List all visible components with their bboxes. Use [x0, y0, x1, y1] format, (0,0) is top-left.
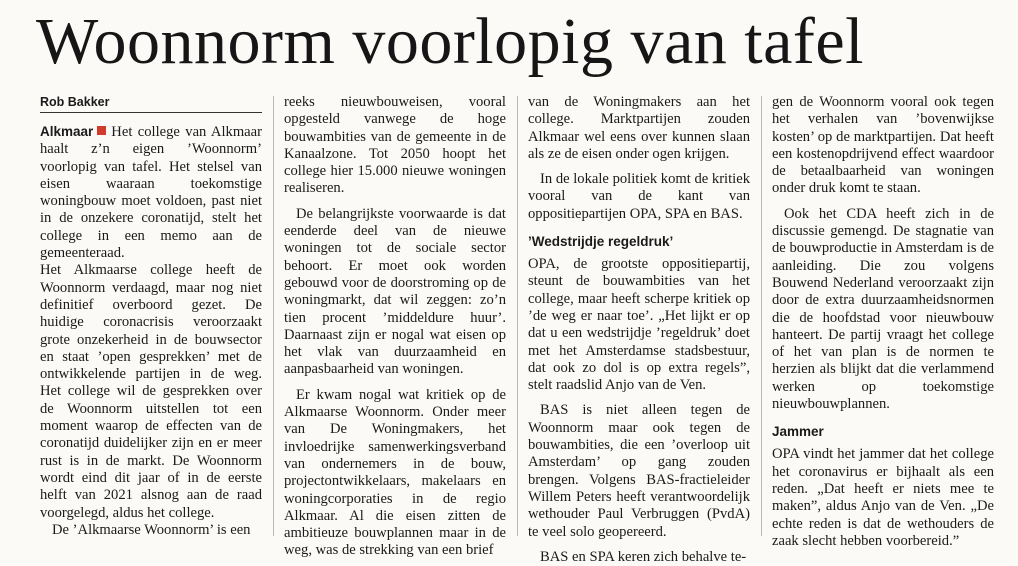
paragraph: BAS is niet alleen tegen de Woonnorm maar ook tegen de bouwambities, die een ’overloop uit Amsterdam’ op gang zouden brengen. Volgens BAS-fractieleider Willem Peters heeft verantwoordelijk wethouder Paul Verbruggen (PvdA) te veel solo geopereerd. — [528, 402, 750, 540]
dateline: Alkmaar — [40, 124, 94, 139]
paragraph: van de Woningmakers aan het college. Marktpartijen zouden Alkmaar wel eens over kunnen slaan als ze de eisen onder ogen krijgen. — [528, 94, 750, 162]
paragraph: De ’Alkmaarse Woonnorm’ is een — [52, 521, 251, 538]
article-column-4 — [772, 94, 994, 550]
paragraph: reeks nieuwbouweisen, vooral opgesteld vanwege de hoge bouwambities van de gemeente in de Kanaalzone. Tot 2050 hoopt het college hier 15.000 nieuwe woningen realiseren. — [284, 94, 506, 197]
paragraph: Er kwam nogal wat kritiek op de Alkmaarse Woonnorm. Onder meer van De Woningmakers, het invloedrijke samenwerkingsverband van ondernemers in de bouw, projectontwikkelaars, makelaars en woningcorporaties in de regio Alkmaar. Al die eisen zitten de ambitieuze bouwplannen maar in de weg, was de strekking van een brief — [284, 386, 506, 559]
column-rule — [761, 96, 762, 536]
lead-text: Het college van Alkmaar haalt z’n eigen ’Woonnorm’ voorlopig van tafel. Het stelsel van eisen waaraan toekomstige woningbouw moet voldoen, past niet in de onzekere coronatijd, stelt het college in een memo aan de gemeenteraad. — [40, 124, 262, 262]
paragraph: OPA, de grootste oppositiepartij, steunt de bouwambities van het college, maar heeft scherpe kritiek op ’de weg er naar toe’. „Het lijkt er op dat u een wedstrijdje ’regeldruk’ doet met het Amsterdamse stadsbestuur, dat ook zo dol is op extra regels”, stelt raadslid Anjo van de Ven. — [528, 256, 750, 394]
paragraph: Ook het CDA heeft zich in de discussie gemengd. De stagnatie van de bouwproductie in Amsterdam is de aanleiding. Die zou volgens Bouwend Nederland veroorzaakt zijn door de extra duurzaamheidsnormen die de hoofdstad voor nieuwbouw hanteert. De partij vraagt het college of het van plan is de normen te herzien als blijkt dat die verlammend werken op toekomstige nieuwbouwplannen. — [772, 205, 994, 413]
paragraph: OPA vindt het jammer dat het college het coronavirus er bijhaalt als een reden. „Dat heeft er niets mee te maken”, aldus Anjo van de Ven. „De echte reden is dat de wethouders de zaak slecht hebben voorbereid.” — [772, 446, 994, 549]
paragraph: De belangrijkste voorwaarde is dat eenderde deel van de nieuwe woningen tot de sociale sector behoort. Er moet ook worden gebouwd voor de doorstroming op de woningmarkt, dat wil zeggen: zo’n tien procent ’middeldure huur’. Daarnaast zijn er nogal wat eisen op het vlak van duurzaamheid en aanpasbaarheid van woningen. — [284, 205, 506, 378]
byline: Rob Bakker — [40, 94, 262, 113]
lead-paragraph — [40, 123, 262, 262]
column-rule — [273, 96, 274, 536]
subheading: ’Wedstrijdje regeldruk’ — [528, 234, 674, 250]
article-column-1 — [40, 94, 262, 539]
paragraph: Het Alkmaarse college heeft de Woonnorm verdaagd, maar nog niet definitief overboord gezet. De huidige coronacrisis veroorzaakt grote onzekerheid in de bouwsector en staat ’open gesprekken’ met de ontwikkelende partijen in de weg. Het college wil de gesprekken over de Woonnorm uitstellen tot een moment waarop de effecten van de coronatijd duidelijker zijn en er meer rust is in de markt. De Woonnorm wordt eind dit jaar of in de eerste helft van 2021 alsnog aan de raad voorgelegd, aldus het college. — [40, 262, 262, 521]
article-column-3 — [528, 94, 750, 566]
subheading: Jammer — [772, 424, 824, 440]
column-rule — [517, 96, 518, 536]
paragraph: BAS en SPA keren zich behalve te- — [540, 548, 747, 565]
headline: Woonnorm voorlopig van tafel — [36, 5, 865, 78]
red-square-icon — [97, 126, 106, 135]
paragraph: In de lokale politiek komt de kritiek vooral van de kant van oppositiepartijen OPA, SPA en BAS. — [528, 171, 750, 222]
article-column-2 — [284, 94, 506, 560]
paragraph: gen de Woonnorm vooral ook tegen het verhalen van ’bovenwijkse kosten’ op de marktpartijen. Dat heeft een kostenopdrijvend effect waardoor de betaalbaarheid van woningen onder druk komt te staan. — [772, 94, 994, 197]
